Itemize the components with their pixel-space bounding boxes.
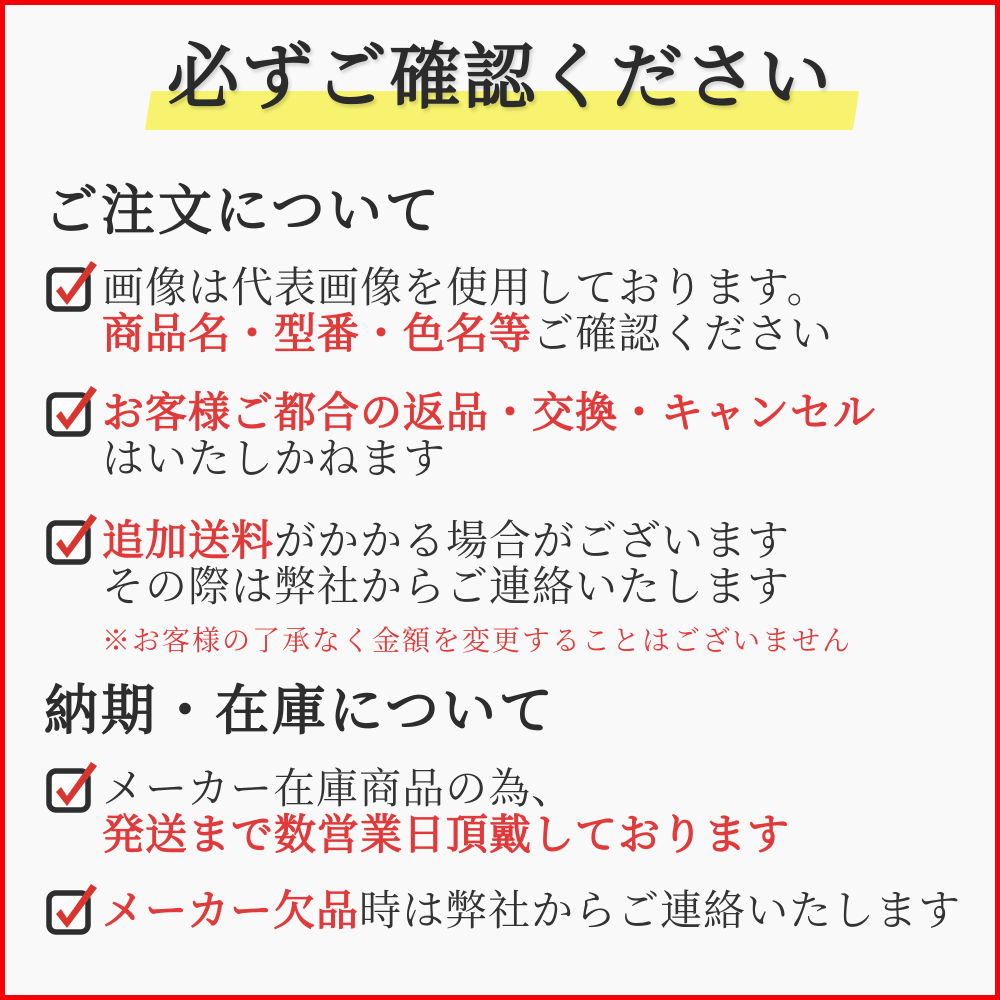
- list-item-maker-shortage: [46, 883, 961, 937]
- item1-line2-red: 商品名・型番・色名等: [102, 309, 533, 358]
- item1-line1: [102, 265, 833, 311]
- item4-line2: [102, 812, 790, 858]
- item4-line2-red: 発送まで数営業日頂戴しております: [102, 810, 791, 859]
- item3-line1-red: 追加送料: [102, 516, 275, 565]
- item1-line1-black: 画像は代表画像を使用しております。: [102, 263, 830, 312]
- item1-line2: [102, 311, 833, 357]
- section-heading-stock: 納期・在庫について: [44, 678, 556, 742]
- list-item-returns: [46, 385, 876, 482]
- checked-checkbox-icon: [46, 260, 102, 314]
- checked-checkbox-icon: [46, 761, 102, 815]
- item2-line1: [102, 390, 876, 436]
- item5-line1: [102, 888, 961, 934]
- item1-line2-black: ご確認ください: [532, 309, 834, 358]
- checked-checkbox-icon: [46, 883, 102, 937]
- item3-note: ※お客様の了承なく金額を変更することはございません: [102, 624, 853, 657]
- checked-checkbox-icon: [46, 385, 102, 439]
- item-text: [102, 518, 852, 658]
- item5-line1-black: 時は弊社からご連絡いたします: [359, 886, 962, 935]
- section-heading-order: ご注文について: [44, 178, 442, 242]
- item2-line1-red: お客様ご都合の返品・交換・キャンセル: [102, 388, 877, 437]
- item3-line1-black: がかかる場合がございます: [274, 516, 791, 565]
- item3-line1: [102, 518, 852, 564]
- item-text: [102, 766, 790, 858]
- item-text: [102, 390, 876, 482]
- list-item-extra-shipping: [46, 513, 852, 658]
- item3-line2: [102, 564, 852, 610]
- item3-line2-black: その際は弊社からご連絡いたします: [102, 562, 791, 611]
- page-title: 必ずご確認ください: [166, 34, 833, 119]
- item4-line1-black: メーカー在庫商品の為、: [102, 764, 575, 813]
- checked-checkbox-icon: [46, 513, 102, 567]
- list-item-maker-stock: [46, 761, 790, 858]
- item2-line2-black: はいたしかねます: [102, 434, 447, 483]
- item-text: [102, 265, 833, 357]
- list-item-representative-image: [46, 260, 833, 357]
- item2-line2: [102, 436, 876, 482]
- item4-line1: [102, 766, 790, 812]
- item-text: [102, 888, 961, 934]
- item5-line1-red: メーカー欠品: [102, 886, 360, 935]
